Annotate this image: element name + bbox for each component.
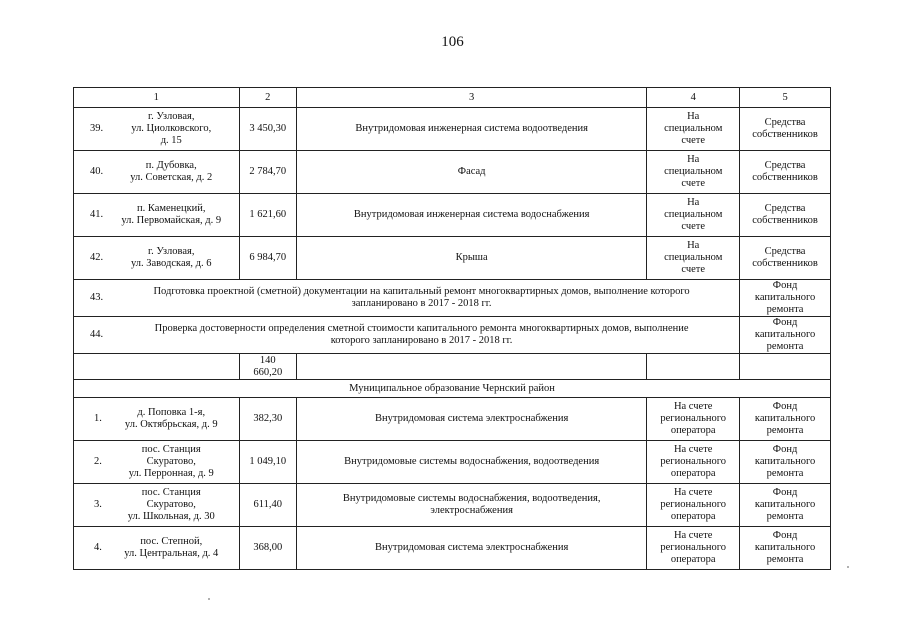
row-number: 41. [90,209,104,220]
work-type: Внутридомовая система электроснабжения [297,398,647,441]
work-type: Внутридомовые системы водоснабжения, водоотведения [297,441,647,484]
account-type: На счете регионального оператора [647,398,740,441]
work-type: Внутридомовая инженерная система водоснабжения [297,194,647,237]
work-type: Крыша [297,237,647,280]
row-number: 4. [94,542,102,553]
row-number: 3. [94,499,102,510]
table-row [74,194,831,237]
table-row [74,280,831,317]
address: пос. Степной, ул. Центральная, д. 4 [124,536,219,559]
address: п. Дубовка, ул. Советская, д. 2 [130,160,213,183]
table-row [74,317,831,354]
row-number: 42. [90,252,104,263]
funding-source: Фонд капитального ремонта [740,280,831,317]
funding-source: Средства собственников [740,237,831,280]
account-type: На специальном счете [647,151,740,194]
funding-source: Средства собственников [740,151,831,194]
work-description: Проверка достоверности определения сметной стоимости капитального ремонта многоквартирных домов, выполнение которого запланировано в 2017 - 2018 гг. [154,323,689,346]
empty-cell [74,354,240,380]
address-cell [74,398,240,441]
cost-value: 1 621,60 [239,194,297,237]
total-value [239,354,297,380]
address: г. Узловая, ул. Циолковского, д. 15 [131,111,212,146]
municipality-title: Муниципальное образование Чернский район [74,380,831,398]
funding-source: Средства собственников [740,108,831,151]
row-number: 40. [90,166,104,177]
cost-value: 368,00 [239,527,297,570]
column-number-1: 1 [74,88,240,108]
repair-plan-table [73,87,831,570]
table-row [74,237,831,280]
address: п. Каменецкий, ул. Первомайская, д. 9 [121,203,222,226]
funding-source: Средства собственников [740,194,831,237]
address: д. Поповка 1-я, ул. Октябрьская, д. 9 [124,407,218,430]
address: г. Узловая, ул. Заводская, д. 6 [130,246,212,269]
cost-value: 1 049,10 [239,441,297,484]
merged-work-cell [74,280,740,317]
row-number: 1. [94,413,102,424]
cost-value: 6 984,70 [239,237,297,280]
account-type: На счете регионального оператора [647,484,740,527]
column-number-4: 4 [647,88,740,108]
funding-source: Фонд капитального ремонта [740,484,831,527]
scan-speck [208,598,210,600]
work-type: Внутридомовая система электроснабжения [297,527,647,570]
row-number: 2. [94,456,102,467]
work-description: Подготовка проектной (сметной) документации на капитальный ремонт многоквартирных домов, выполнение которого запланировано в 2017 - 2018 гг. [153,286,690,309]
account-type: На счете регионального оператора [647,527,740,570]
funding-source: Фонд капитального ремонта [740,398,831,441]
total-row [74,354,831,380]
address: пос. Станция Скуратово, ул. Школьная, д. 30 [127,487,215,522]
address: пос. Станция Скуратово, ул. Перронная, д. 9 [128,444,214,479]
total-value-line2: 660,20 [253,366,283,378]
account-type: На специальном счете [647,108,740,151]
cost-value: 611,40 [239,484,297,527]
address-cell [74,237,240,280]
municipality-row [74,380,831,398]
address-cell [74,441,240,484]
account-type: На специальном счете [647,194,740,237]
funding-source: Фонд капитального ремонта [740,441,831,484]
account-type: На счете регионального оператора [647,441,740,484]
cost-value: 2 784,70 [239,151,297,194]
address-cell [74,527,240,570]
empty-cell [297,354,647,380]
scan-speck [847,566,849,568]
column-number-3: 3 [297,88,647,108]
row-number: 44. [90,329,104,340]
work-type: Фасад [297,151,647,194]
address-cell [74,484,240,527]
address-cell [74,151,240,194]
row-number: 43. [90,292,104,303]
table-row [74,527,831,570]
table-row [74,484,831,527]
address-cell [74,194,240,237]
address-cell [74,108,240,151]
funding-source: Фонд капитального ремонта [740,317,831,354]
table-row [74,151,831,194]
cost-value: 3 450,30 [239,108,297,151]
cost-value: 382,30 [239,398,297,441]
column-number-5: 5 [740,88,831,108]
account-type: На специальном счете [647,237,740,280]
column-number-row [74,88,831,108]
empty-cell [647,354,740,380]
column-number-2: 2 [239,88,297,108]
table-row [74,398,831,441]
table-row [74,108,831,151]
table-row [74,441,831,484]
work-type: Внутридомовые системы водоснабжения, водоотведения, электроснабжения [297,484,647,527]
row-number: 39. [90,123,104,134]
empty-cell [740,354,831,380]
merged-work-cell [74,317,740,354]
work-type: Внутридомовая инженерная система водоотведения [297,108,647,151]
page-number: 106 [441,34,464,50]
funding-source: Фонд капитального ремонта [740,527,831,570]
total-value-line1: 140 [259,354,276,366]
